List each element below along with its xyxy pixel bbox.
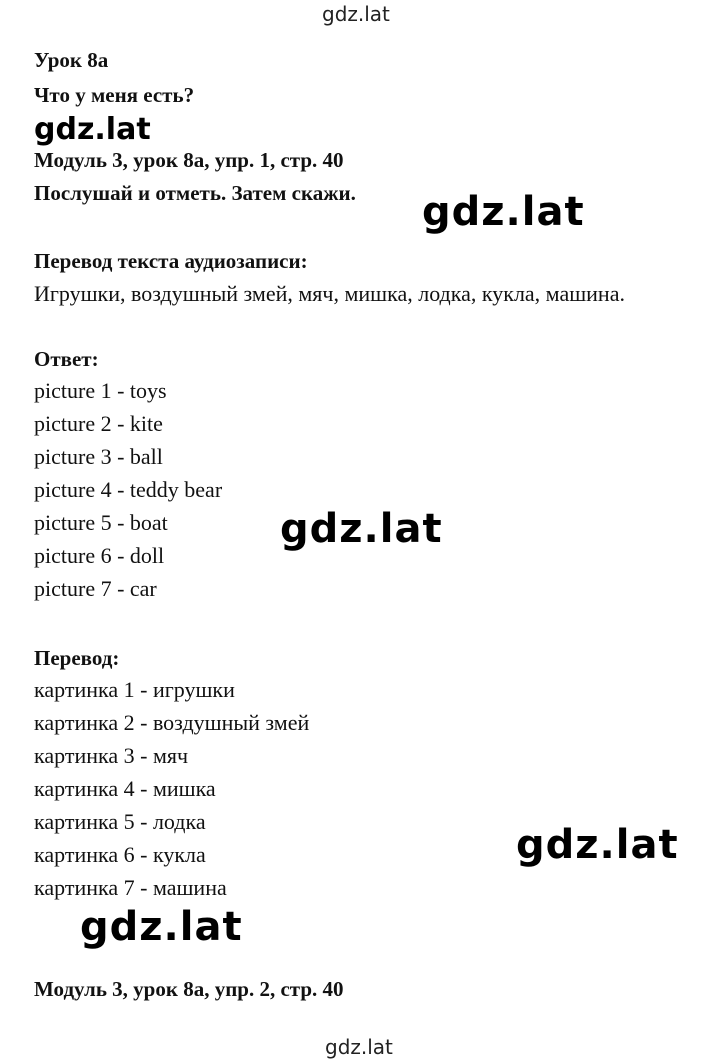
answer-item: picture 7 - car xyxy=(34,576,157,601)
answer-item: picture 4 - teddy bear xyxy=(34,477,223,502)
translation-item: картинка 3 - мяч xyxy=(34,743,189,768)
answer-label: Ответ: xyxy=(34,347,99,371)
translation-label: Перевод: xyxy=(34,646,120,670)
translation-item: картинка 1 - игрушки xyxy=(34,677,235,702)
answer-item: picture 6 - doll xyxy=(34,543,165,568)
transcript-text: Игрушки, воздушный змей, мяч, мишка, лодка, кукла, машина. xyxy=(34,281,625,306)
transcript-label: Перевод текста аудиозаписи: xyxy=(34,249,308,273)
watermark-top: gdz.lat xyxy=(322,2,390,26)
answer-item: picture 5 - boat xyxy=(34,510,168,535)
translation-item: картинка 4 - мишка xyxy=(34,776,216,801)
watermark-5: gdz.lat xyxy=(80,904,243,950)
lesson-subtitle: Что у меня есть? xyxy=(34,83,195,107)
translation-item: картинка 6 - кукла xyxy=(34,842,206,867)
answer-item: picture 2 - kite xyxy=(34,411,163,436)
exercise1-heading: Модуль 3, урок 8а, упр. 1, стр. 40 xyxy=(34,148,344,172)
translation-item: картинка 5 - лодка xyxy=(34,809,206,834)
answer-item: picture 3 - ball xyxy=(34,444,163,469)
translation-item: картинка 2 - воздушный змей xyxy=(34,710,310,735)
watermark-1: gdz.lat xyxy=(34,112,151,147)
lesson-title: Урок 8а xyxy=(34,48,109,72)
translation-item: картинка 7 - машина xyxy=(34,875,227,900)
watermark-2: gdz.lat xyxy=(422,189,585,235)
exercise1-task: Послушай и отметь. Затем скажи. xyxy=(34,181,356,205)
watermark-4: gdz.lat xyxy=(516,822,679,868)
watermark-3: gdz.lat xyxy=(280,506,443,552)
answer-item: picture 1 - toys xyxy=(34,378,167,403)
exercise2-heading: Модуль 3, урок 8а, упр. 2, стр. 40 xyxy=(34,977,344,1001)
watermark-bottom: gdz.lat xyxy=(325,1035,393,1059)
